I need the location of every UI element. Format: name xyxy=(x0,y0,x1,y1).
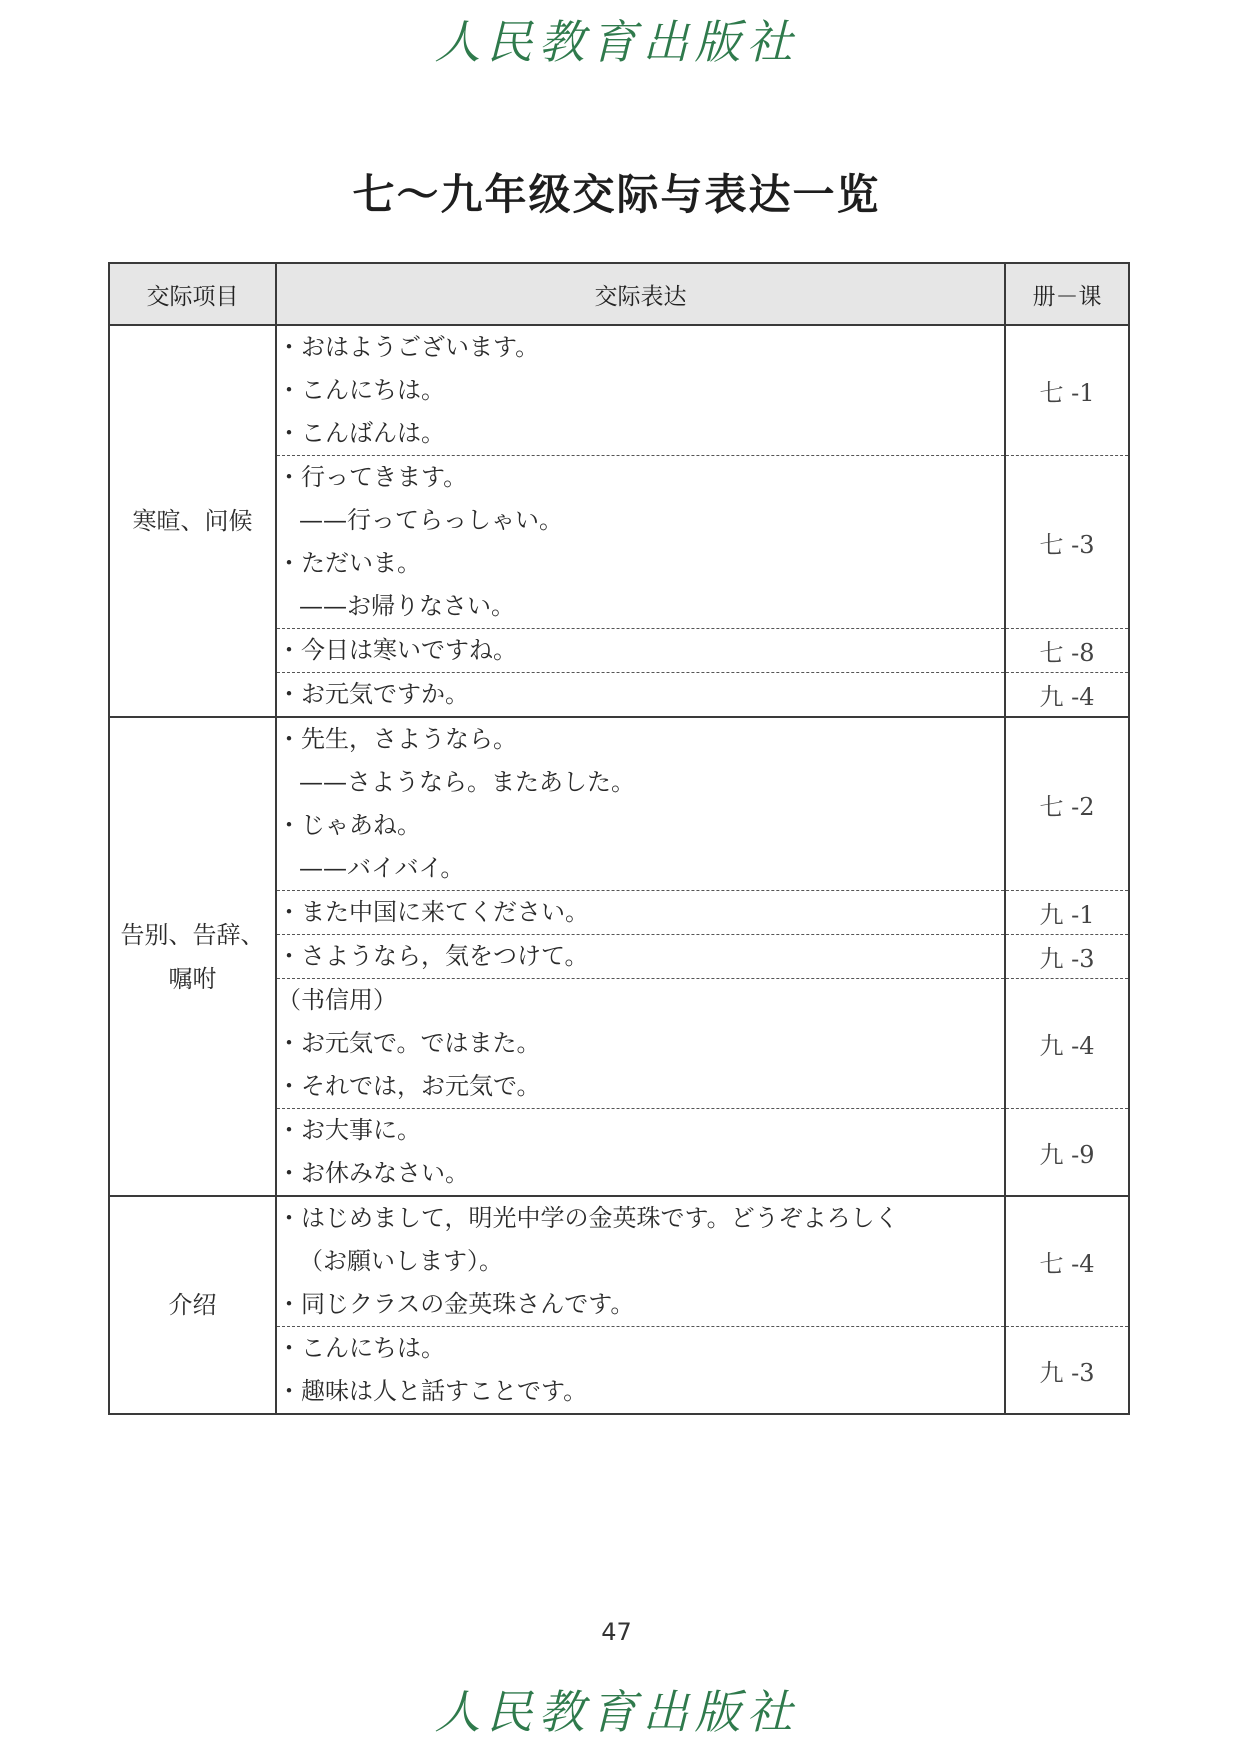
expression-line: ——お帰りなさい。 xyxy=(299,592,515,620)
expression-line: ・お大事に。 xyxy=(277,1116,421,1144)
book-lesson-ref: 九 -3 xyxy=(1005,1327,1129,1415)
expression-cell xyxy=(276,629,1005,673)
page-number: 47 xyxy=(601,1618,632,1646)
overview-table xyxy=(108,262,1130,1415)
table-header-row xyxy=(109,263,1129,325)
book-lesson-ref: 九 -4 xyxy=(1005,979,1129,1109)
expression-line: ・行ってきます。 xyxy=(277,463,468,491)
expression-cell xyxy=(276,673,1005,718)
item-farewell xyxy=(109,717,276,1196)
expression-line: ・お元気で。ではまた。 xyxy=(277,1029,541,1057)
expression-line: ・こんにちは。 xyxy=(277,1334,445,1362)
expression-cell xyxy=(276,935,1005,979)
expression-cell xyxy=(276,325,1005,456)
table-row xyxy=(109,1196,1129,1327)
expression-cell xyxy=(276,1109,1005,1197)
expression-cell xyxy=(276,891,1005,935)
header-expression: 交际表达 xyxy=(276,263,1005,325)
expression-cell xyxy=(276,1327,1005,1415)
expression-line: ・今日は寒いですね。 xyxy=(277,636,517,664)
table-row xyxy=(109,325,1129,456)
book-lesson-ref: 七 -1 xyxy=(1005,325,1129,456)
book-lesson-ref: 九 -9 xyxy=(1005,1109,1129,1197)
item-label-line: 告别、告辞、 xyxy=(120,920,265,949)
book-lesson-ref: 九 -4 xyxy=(1005,673,1129,718)
expression-line: ・さようなら，気をつけて。 xyxy=(277,942,589,970)
book-lesson-ref: 七 -4 xyxy=(1005,1196,1129,1327)
expression-line: ・ただいま。 xyxy=(277,549,421,577)
expression-line: ・はじめまして，明光中学の金英珠です。どうぞよろしく xyxy=(277,1204,899,1232)
expression-line: ・先生，さようなら。 xyxy=(277,725,517,753)
table-row xyxy=(109,717,1129,891)
book-lesson-ref: 七 -3 xyxy=(1005,456,1129,629)
expression-line: ・じゃあね。 xyxy=(277,811,421,839)
header-book-lesson: 册－课 xyxy=(1005,263,1129,325)
book-lesson-ref: 九 -3 xyxy=(1005,935,1129,979)
item-introduction: 介绍 xyxy=(109,1196,276,1414)
expression-line: ・また中国に来てください。 xyxy=(277,898,589,926)
book-lesson-ref: 七 -2 xyxy=(1005,717,1129,891)
book-lesson-ref: 九 -1 xyxy=(1005,891,1129,935)
expression-cell xyxy=(276,979,1005,1109)
expression-line: ・お休みなさい。 xyxy=(277,1159,469,1187)
publisher-logo: 人民教育出版社 xyxy=(434,15,799,69)
expression-line: （お願いします）。 xyxy=(299,1247,503,1275)
item-greeting: 寒暄、问候 xyxy=(109,325,276,717)
expression-line: ・こんにちは。 xyxy=(277,376,445,404)
expression-line: ・同じクラスの金英珠さんです。 xyxy=(277,1290,635,1318)
expression-line: ・それでは，お元気で。 xyxy=(277,1072,541,1100)
book-lesson-ref: 七 -8 xyxy=(1005,629,1129,673)
publisher-logo: 人民教育出版社 xyxy=(434,1685,799,1739)
expression-line: ——バイバイ。 xyxy=(299,854,465,882)
expression-line: ・お元気ですか。 xyxy=(277,680,469,708)
expression-line: ・こんばんは。 xyxy=(277,419,445,447)
page-title: 七～九年级交际与表达一览 xyxy=(352,170,881,219)
expression-line: ・おはようございます。 xyxy=(277,333,540,361)
header-item: 交际项目 xyxy=(109,263,276,325)
expression-cell xyxy=(276,717,1005,891)
expression-line: ——行ってらっしゃい。 xyxy=(299,506,563,534)
item-label-line: 嘱咐 xyxy=(168,964,217,993)
expression-note: （书信用） xyxy=(277,986,397,1014)
expression-cell xyxy=(276,456,1005,629)
expression-line: ・趣味は人と話すことです。 xyxy=(277,1377,588,1405)
expression-line: ——さようなら。またあした。 xyxy=(299,768,635,796)
expression-cell xyxy=(276,1196,1005,1327)
